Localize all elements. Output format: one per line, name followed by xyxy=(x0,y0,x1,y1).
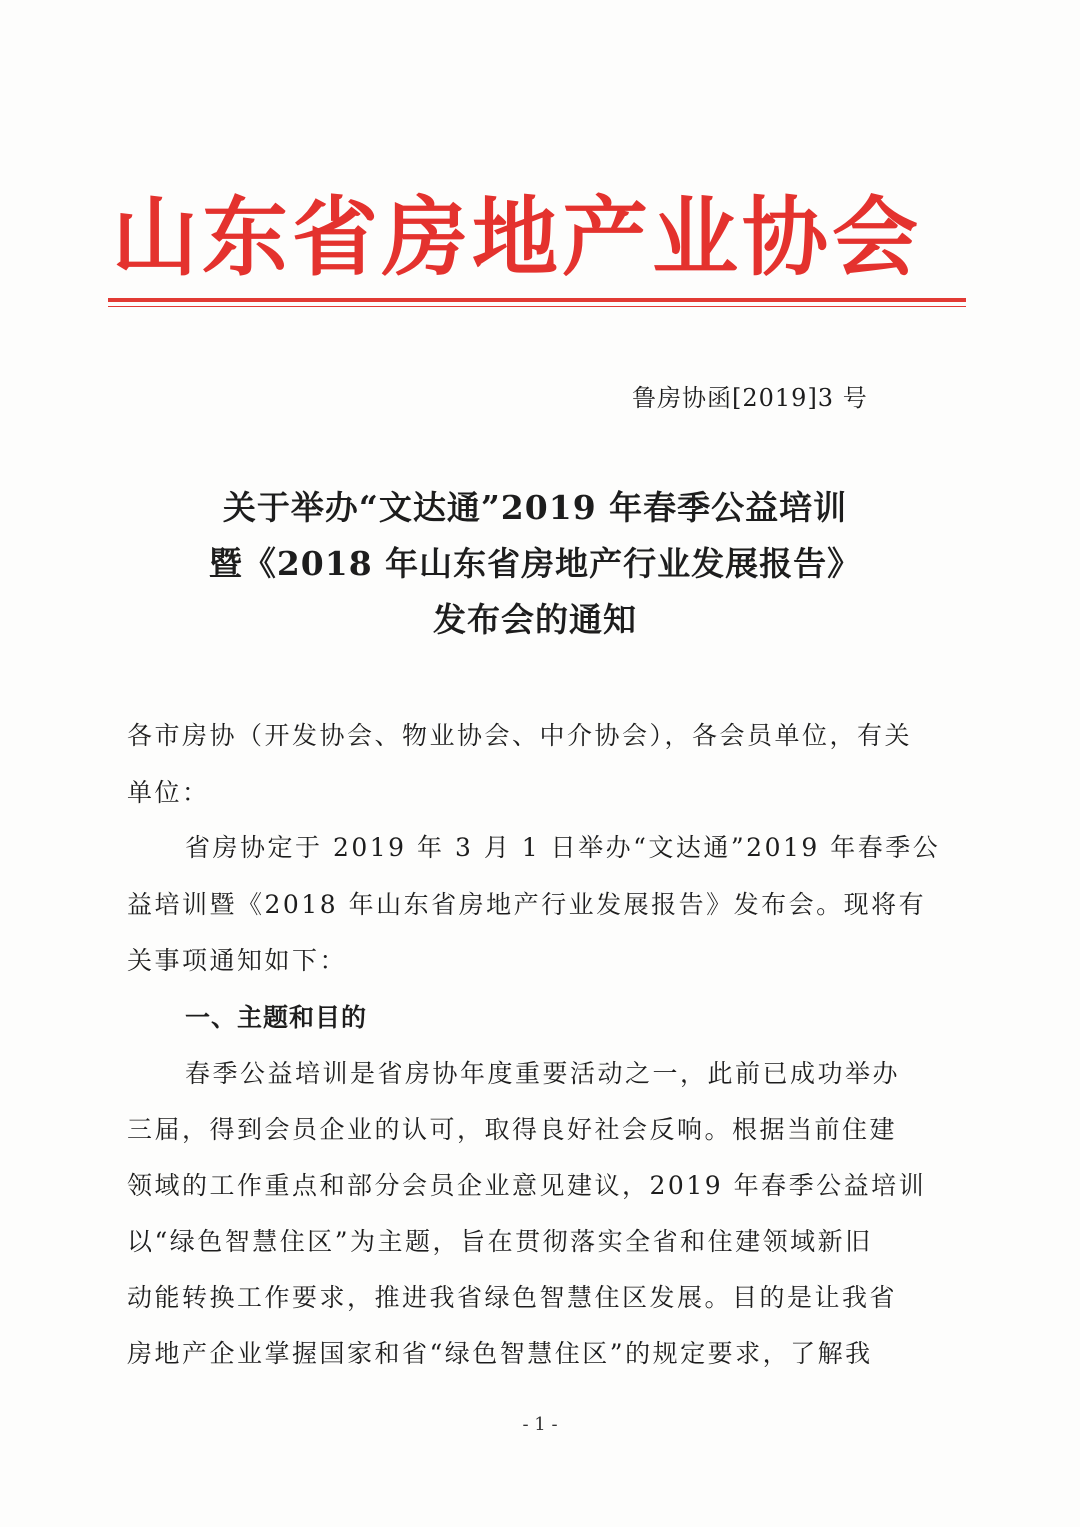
body-paragraph-line: 动能转换工作要求，推进我省绿色智慧住区发展。目的是让我省 xyxy=(127,1283,898,1312)
body-paragraph-line: 春季公益培训是省房协年度重要活动之一，此前已成功举办 xyxy=(185,1059,901,1088)
body-paragraph-line: 省房协定于 2019 年 3 月 1 日举办“文达通”2019 年春季公 xyxy=(185,833,941,862)
body-paragraph-line: 领域的工作重点和部分会员企业意见建议，2019 年春季公益培训 xyxy=(127,1171,927,1200)
document-title-line-2: 暨《2018 年山东省房地产行业发展报告》 xyxy=(208,544,862,583)
body-paragraph-line: 以“绿色智慧住区”为主题，旨在贯彻落实全省和住建领域新旧 xyxy=(127,1227,873,1256)
document-title-line-3: 发布会的通知 xyxy=(433,600,637,639)
document-number: 鲁房协函[2019]3 号 xyxy=(632,384,868,412)
body-paragraph-line: 三届，得到会员企业的认可，取得良好社会反响。根据当前住建 xyxy=(127,1115,898,1144)
page-number: - 1 - xyxy=(522,1414,558,1435)
body-paragraph-line: 关事项通知如下： xyxy=(127,946,348,975)
letterhead-red-rule-thin xyxy=(108,306,966,307)
addressee-line: 单位： xyxy=(127,778,210,807)
body-paragraph-line: 房地产企业掌握国家和省“绿色智慧住区”的规定要求，了解我 xyxy=(127,1339,873,1368)
addressee-line: 各市房协（开发协会、物业协会、中介协会），各会员单位，有关 xyxy=(127,721,913,750)
section-heading: 一、主题和目的 xyxy=(185,1003,368,1032)
letterhead-org-name: 山东省房地产业协会 xyxy=(112,188,922,288)
letterhead-red-rule xyxy=(108,298,966,302)
document-title-line-1: 关于举办“文达通”2019 年春季公益培训 xyxy=(222,488,848,527)
body-paragraph-line: 益培训暨《2018 年山东省房地产行业发展报告》发布会。现将有 xyxy=(127,890,927,919)
